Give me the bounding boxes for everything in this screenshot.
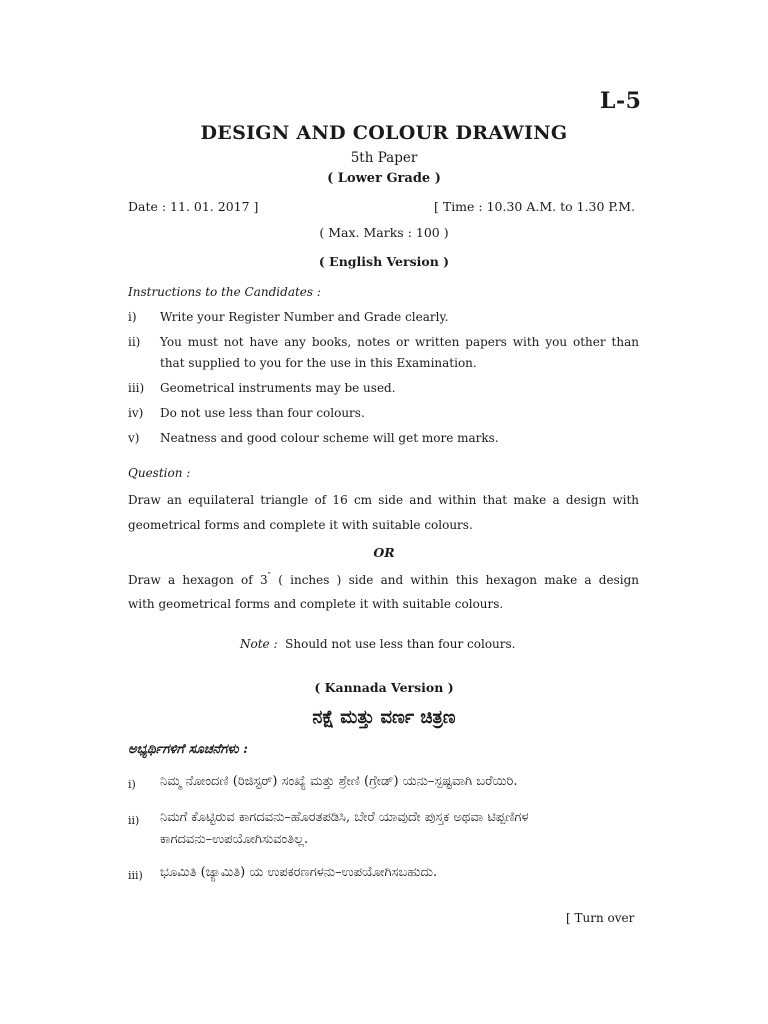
instruction-text: Geometrical instruments may be used. [160, 381, 396, 395]
kannada-instruction-number: iii) [128, 869, 143, 882]
kannada-version-label: ( Kannada Version ) [314, 680, 454, 695]
note-label: Note : [240, 637, 278, 651]
question-2-suffix: ( inches ) side and within this hexagon make a design [278, 573, 639, 587]
instruction-text: You must not have any books, notes or written papers with you other than [160, 335, 639, 349]
instruction-number: iv) [128, 406, 144, 420]
instruction-number: ii) [128, 335, 141, 349]
kannada-instruction-text: ನಿಮ್ಮ ನೋಂದಣಿ (ರಿಜಿಸ್ಟರ್) ಸಂಖ್ಯೆ ಮತ್ತು ಶ್ರೇಣಿ (ಗ್ರೇಡ್) ಯನು–ಸ್ಪಷ್ಟವಾಗಿ ಬರೆಯಿರಿ. [160, 774, 518, 789]
question-heading: Question : [128, 466, 191, 480]
instruction-text: Do not use less than four colours. [160, 406, 365, 420]
question-2-line: with geometrical forms and complete it with suitable colours. [128, 597, 504, 611]
kannada-instruction-number: ii) [128, 814, 140, 827]
question-1-line: geometrical forms and complete it with suitable colours. [128, 518, 473, 532]
inches-mark: ″ [267, 572, 271, 582]
question-2-prefix: Draw a hexagon of 3 [128, 573, 268, 587]
kannada-title: ನಕ್ಷೆ ಮತ್ತು ವರ್ಣ ಚಿತ್ರಣ [312, 707, 456, 728]
instruction-text: that supplied to you for the use in this Examination. [160, 356, 477, 370]
kannada-instruction-number: i) [128, 778, 136, 791]
instructions-heading: Instructions to the Candidates : [128, 285, 321, 299]
paper-title: DESIGN AND COLOUR DRAWING [200, 122, 568, 144]
exam-date: Date : 11. 01. 2017 ] [128, 199, 259, 214]
question-2-line [128, 572, 639, 587]
question-1-line: Draw an equilateral triangle of 16 cm side and within that make a design with [128, 493, 639, 507]
paper-code: L-5 [600, 88, 642, 114]
kannada-instruction-text: ಕಾಗದವನು–ಉಪಯೋಗಿಸುವಂತಿಲ್ಲ. [160, 832, 309, 847]
turn-over-label: [ Turn over [566, 911, 635, 925]
instruction-number: iii) [128, 381, 145, 395]
max-marks: ( Max. Marks : 100 ) [319, 225, 449, 240]
instruction-number: i) [128, 310, 137, 324]
english-version-label: ( English Version ) [318, 254, 450, 269]
instruction-text: Neatness and good colour scheme will get more marks. [160, 431, 499, 445]
note-text: Should not use less than four colours. [285, 637, 516, 651]
note [240, 637, 516, 651]
or-separator: OR [373, 545, 395, 560]
instruction-number: v) [128, 431, 140, 445]
kannada-instructions-heading: ಅಭ್ಯರ್ಥಿಗಳಿಗೆ ಸೂಚನೆಗಳು : [128, 742, 248, 757]
paper-number: 5th Paper [350, 150, 418, 166]
kannada-instruction-text: ನಿಮಗೆ ಕೊಟ್ಟಿರುವ ಕಾಗದವನು–ಹೊರತಪಡಿಸಿ, ಬೇರೆ ಯಾವುದೇ ಪುಸ್ತಕ ಅಥವಾ ಟಿಪ್ಪಣಿಗಳ [160, 810, 529, 825]
instruction-text: Write your Register Number and Grade clearly. [160, 310, 449, 324]
kannada-instruction-text: ಭೂಮಿತಿ (ಜ್ಯಾಮಿತಿ) ಯ ಉಪಕರಣಗಳನು–ಉಪಯೋಗಿಸಬಹುದು. [160, 865, 438, 880]
exam-time: [ Time : 10.30 A.M. to 1.30 P.M. [434, 199, 636, 214]
paper-grade: ( Lower Grade ) [327, 171, 441, 186]
